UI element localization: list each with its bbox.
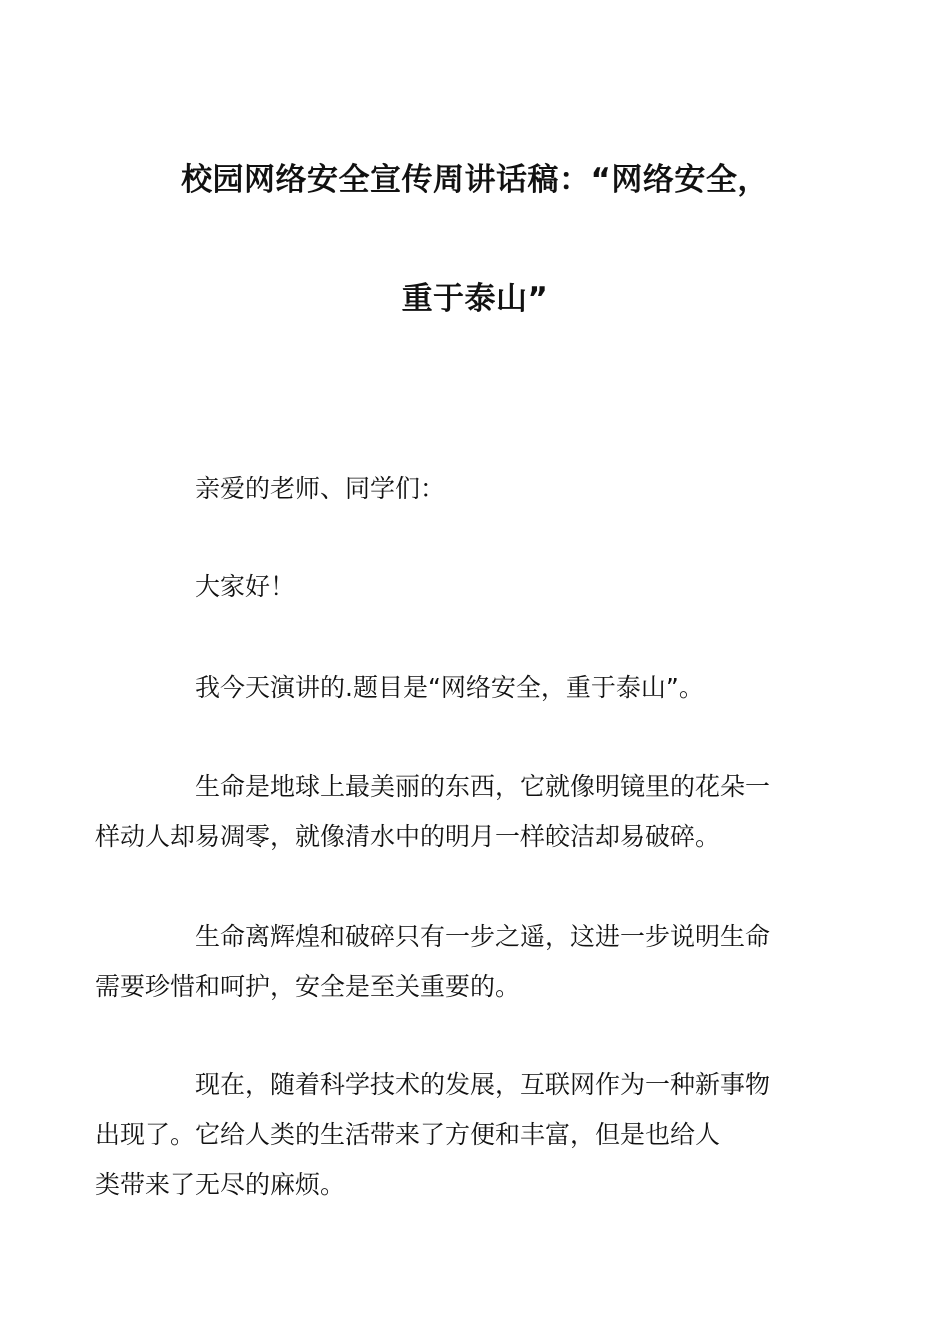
paragraph-line: 出现了。它给人类的生活带来了方便和丰富，但是也给人 [95, 1120, 721, 1149]
document-title-line-2: 重于泰山” [401, 281, 549, 317]
paragraph-greeting [145, 562, 815, 612]
paragraph-line: 类带来了无尽的麻烦。 [95, 1170, 346, 1199]
paragraph-line: 生命是地球上最美丽的东西，它就像明镜里的花朵一 [195, 772, 771, 801]
paragraph-salutation [145, 464, 815, 514]
paragraph-line: 我今天演讲的.题目是“网络安全，重于泰山”。 [195, 673, 704, 702]
paragraph-body [95, 912, 815, 1012]
paragraph-line: 现在，随着科学技术的发展，互联网作为一种新事物 [195, 1070, 771, 1099]
paragraph-line: 样动人却易凋零，就像清水中的明月一样皎洁却易破碎。 [95, 822, 721, 851]
paragraph-body [95, 1060, 815, 1210]
paragraph-line: 需要珍惜和呵护，安全是至关重要的。 [95, 972, 521, 1001]
paragraph-line: 大家好！ [195, 572, 296, 601]
paragraph-line: 亲爱的老师、同学们： [195, 474, 446, 503]
paragraph-topic [145, 663, 815, 713]
paragraph-line: 生命离辉煌和破碎只有一步之遥，这进一步说明生命 [195, 922, 771, 951]
paragraph-body [95, 762, 815, 862]
document-title-line-1: 校园网络安全宣传周讲话稿：“网络安全， [181, 162, 769, 198]
